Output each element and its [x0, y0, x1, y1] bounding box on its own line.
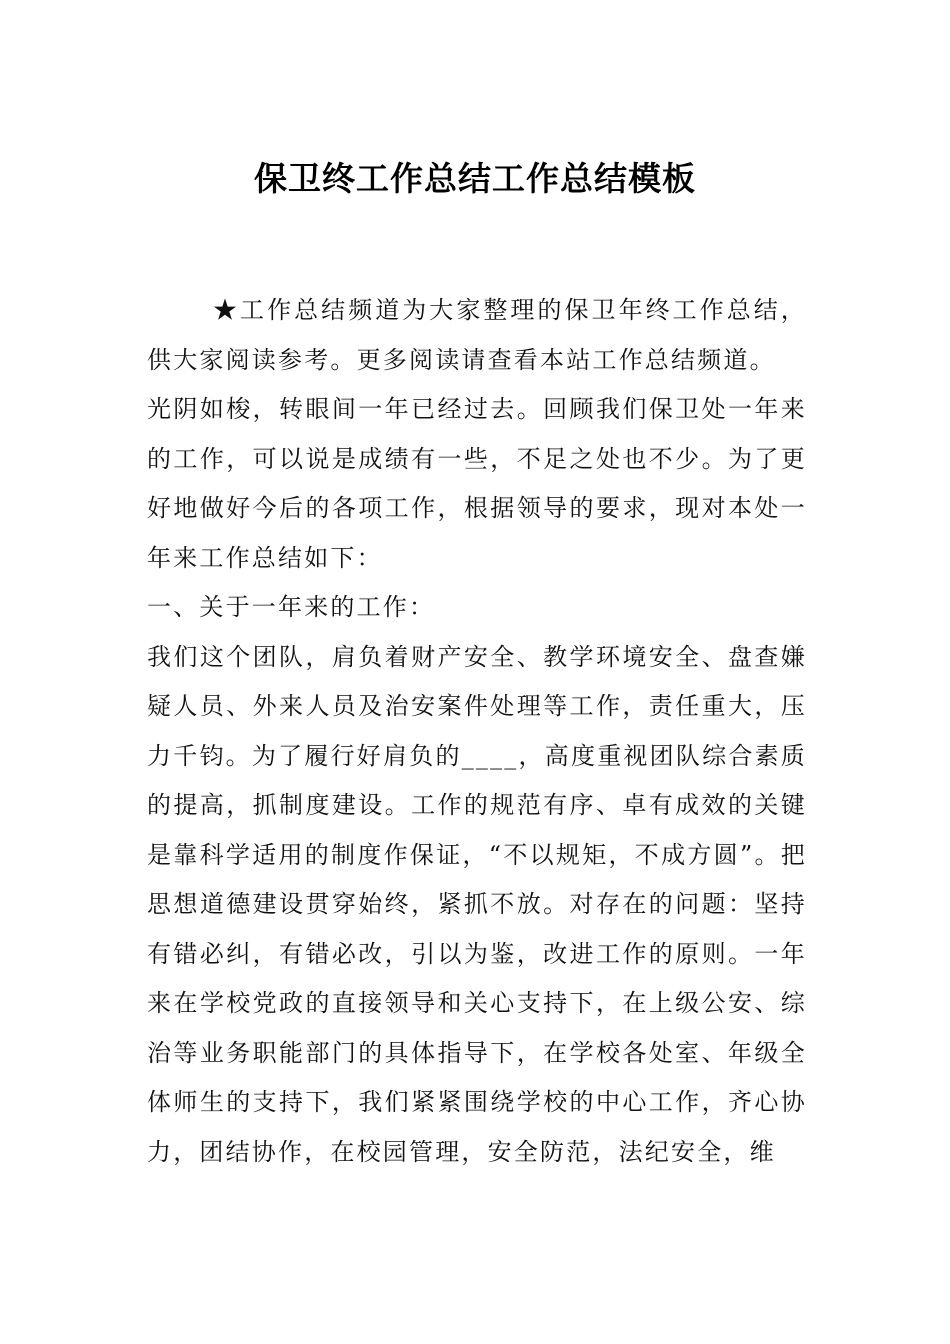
- document-title: 保卫终工作总结工作总结模板: [254, 159, 696, 198]
- document-body: [147, 286, 807, 1177]
- section-heading: 一、关于一年来的工作：: [147, 593, 436, 621]
- paragraph-intro: ★工作总结频道为大家整理的保卫年终工作总结，供大家阅读参考。更多阅读请查看本站工作总结频道。: [147, 296, 807, 374]
- paragraph-work: 我们这个团队，肩负着财产安全、教学环境安全、盘查嫌疑人员、外来人员及治安案件处理等工作，责任重大，压力千钧。为了履行好肩负的____，高度重视团队综合素质的提高，抓制度建设。工作的规范有序、卓有成效的关键是靠科学适用的制度作保证，“不以规矩，不成方圆”。把思想道德建设贯穿始终，紧抓不放。对存在的问题：坚持有错必纠，有错必改，引以为鉴，改进工作的原则。一年来在学校党政的直接领导和关心支持下，在上级公安、综治等业务职能部门的具体指导下，在学校各处室、年级全体师生的支持下，我们紧紧围绕学校的中心工作，齐心协力，团结协作，在校园管理，安全防范，法纪安全，维: [147, 642, 807, 1166]
- paragraph-opening: 光阴如梭，转眼间一年已经过去。回顾我们保卫处一年来的工作，可以说是成绩有一些，不足之处也不少。为了更好地做好今后的各项工作，根据领导的要求，现对本处一年来工作总结如下：: [147, 395, 807, 572]
